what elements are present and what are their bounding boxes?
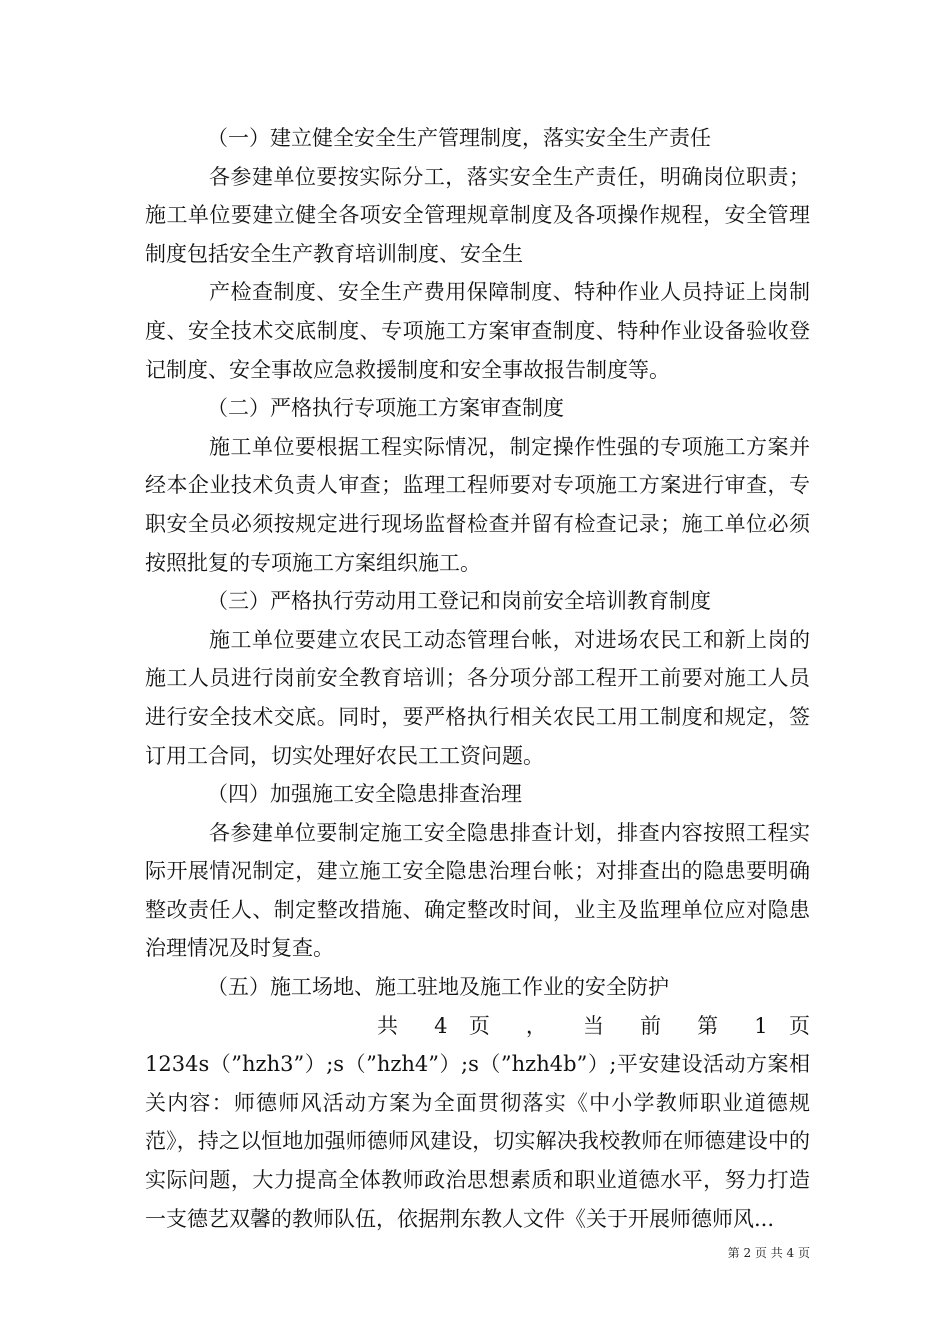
- section-heading-5: （五）施工场地、施工驻地及施工作业的安全防护: [207, 975, 669, 1000]
- page-footer: 第 2 页 共 4 页: [727, 1246, 810, 1260]
- document-body: [145, 119, 810, 1238]
- section-heading-3: （三）严格执行劳动用工登记和岗前安全培训教育制度: [207, 589, 711, 614]
- paragraph-2: 产检查制度、安全生产费用保障制度、特种作业人员持证上岗制度、安全技术交底制度、专项施工方案审查制度、特种作业设备验收登记制度、安全事故应急救援制度和安全事故报告制度等。: [145, 280, 810, 382]
- page-counter: 共 4 页 ， 当 前 第 1 页: [377, 1013, 810, 1038]
- section-heading-2: （二）严格执行专项施工方案审查制度: [207, 396, 564, 421]
- paragraph-5: 各参建单位要制定施工安全隐患排查计划，排查内容按照工程实际开展情况制定，建立施工安全隐患治理台帐；对排查出的隐患要明确整改责任人、制定整改措施、确定整改时间，业主及监理单位应对隐患治理情况及时复查。: [145, 820, 810, 961]
- related-content-text: 1234s（”hzh3”）;s（”hzh4”）;s（”hzh4b”）;平安建设活动方案相关内容：师德师风活动方案为全面贯彻落实《中小学教师职业道德规范》，持之以恒地加强师德师风建设，切实解决我校教师在师德建设中的实际问题，大力提高全体教师政治思想素质和职业道德水平，努力打造一支德艺双馨的教师队伍，依据荆东教人文件《关于开展师德师风...: [145, 1052, 810, 1231]
- paragraph-1: 各参建单位要按实际分工，落实安全生产责任，明确岗位职责；施工单位要建立健全各项安全管理规章制度及各项操作规程，安全管理制度包括安全生产教育培训制度、安全生: [145, 164, 810, 266]
- paragraph-3: 施工单位要根据工程实际情况，制定操作性强的专项施工方案并经本企业技术负责人审查；监理工程师要对专项施工方案进行审查，专职安全员必须按规定进行现场监督检查并留有检查记录；施工单位必须按照批复的专项施工方案组织施工。: [145, 434, 810, 575]
- section-heading-4: （四）加强施工安全隐患排查治理: [207, 782, 522, 807]
- paragraph-4: 施工单位要建立农民工动态管理台帐，对进场农民工和新上岗的施工人员进行岗前安全教育培训；各分项分部工程开工前要对施工人员进行安全技术交底。同时，要严格执行相关农民工用工制度和规定，签订用工合同，切实处理好农民工工资问题。: [145, 627, 810, 768]
- section-heading-1: （一）建立健全安全生产管理制度，落实安全生产责任: [207, 126, 711, 150]
